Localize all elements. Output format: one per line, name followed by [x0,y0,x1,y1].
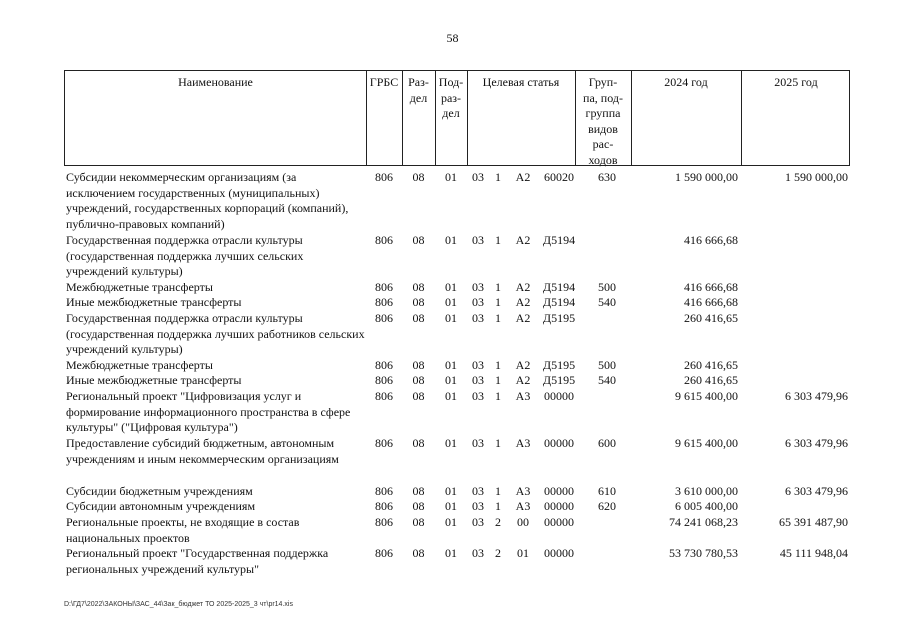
row-pr: 01 [445,484,457,498]
row-t2: 1 [495,484,501,498]
row-t3: А2 [515,358,531,372]
row-rz: 08 [412,499,425,513]
row-name: Межбюджетные трансферты [66,280,213,294]
row-vr: 540 [598,295,616,309]
row-y2025: 6 303 479,96 [785,389,848,403]
row-t3: А3 [515,389,531,403]
row-t3: А2 [515,280,531,294]
row-y2024: 9 615 400,00 [675,389,738,403]
row-t4: Д5194 [542,233,576,247]
row-t1: 03 [472,436,484,450]
row-y2025: 6 303 479,96 [785,436,848,450]
row-name: Субсидии некоммерческим организациям (за исключением государственных (муниципальных) учреждений, государственных корпораций (компаний), публично-правовых компаний) [66,170,349,231]
row-t4: 00000 [544,389,574,403]
row-y2024: 1 590 000,00 [675,170,738,184]
row-t4: 00000 [544,515,574,529]
row-t2: 2 [495,546,501,560]
row-vr: 610 [598,484,616,498]
row-t2: 1 [495,295,501,309]
row-t2: 1 [495,233,501,247]
row-y2024: 74 241 068,23 [669,515,738,529]
row-rz: 08 [412,515,425,529]
page-number: 58 [446,31,459,45]
file-path-footer: D:\ГД7\2022\ЗАКОНЫ\ЗАС_44\Зак_бюджет ТО 2025-2025_3 чт\pr14.xis [64,601,293,608]
row-name: Региональный проект "Цифровизация услуг и формирование информационного пространства в сфере культуры" ("Цифровая культура") [66,389,351,434]
row-y2025: 65 391 487,90 [779,515,848,529]
row-rz: 08 [412,546,425,560]
row-t1: 03 [472,280,484,294]
row-grbs: 806 [375,311,393,325]
header-group: Груп- па, под- группа видов рас- ходов [583,75,623,167]
row-grbs: 806 [375,484,393,498]
row-rz: 08 [412,373,425,387]
row-t2: 1 [495,436,501,450]
row-name: Иные межбюджетные трансферты [66,295,242,309]
row-t3: А2 [515,373,531,387]
row-t4: 00000 [544,499,574,513]
row-t1: 03 [472,546,484,560]
row-grbs: 806 [375,515,393,529]
row-vr: 500 [598,280,616,294]
row-t2: 1 [495,170,501,184]
row-t1: 03 [472,389,484,403]
row-y2024: 3 610 000,00 [675,484,738,498]
row-vr: 500 [598,358,616,372]
row-y2024: 53 730 780,53 [669,546,738,560]
row-y2024: 6 005 400,00 [675,499,738,513]
row-pr: 01 [445,233,457,247]
row-t4: 00000 [544,436,574,450]
row-rz: 08 [412,436,425,450]
row-t1: 03 [472,499,484,513]
row-grbs: 806 [375,233,393,247]
row-rz: 08 [412,280,425,294]
row-t2: 1 [495,311,501,325]
row-t1: 03 [472,358,484,372]
row-vr: 540 [598,373,616,387]
header-name: Наименование [178,75,253,89]
row-t3: А2 [515,170,531,184]
row-t2: 1 [495,280,501,294]
row-rz: 08 [412,358,425,372]
row-grbs: 806 [375,280,393,294]
row-t2: 1 [495,389,501,403]
row-t2: 2 [495,515,501,529]
row-y2024: 416 666,68 [684,233,738,247]
row-pr: 01 [445,311,457,325]
row-name: Региональный проект "Государственная поддержка региональных учреждений культуры" [66,546,329,576]
row-pr: 01 [445,280,457,294]
row-t3: А2 [515,233,531,247]
row-t4: Д5195 [542,311,576,325]
row-grbs: 806 [375,358,393,372]
row-t2: 1 [495,358,501,372]
row-pr: 01 [445,358,457,372]
row-rz: 08 [412,311,425,325]
row-grbs: 806 [375,389,393,403]
row-t3: А3 [515,484,531,498]
row-grbs: 806 [375,546,393,560]
row-name: Государственная поддержка отрасли культуры (государственная поддержка лучших сельских учреждений культуры) [66,233,304,278]
header-2025: 2025 год [774,75,818,89]
row-pr: 01 [445,295,457,309]
row-t4: Д5195 [542,358,576,372]
row-name: Предоставление субсидий бюджетным, автономным учреждениям и иным некоммерческим организациям [66,436,339,466]
row-t3: А3 [515,436,531,450]
row-rz: 08 [412,484,425,498]
row-rz: 08 [412,170,425,184]
row-vr: 600 [598,436,616,450]
row-pr: 01 [445,170,457,184]
row-name: Иные межбюджетные трансферты [66,373,242,387]
row-t4: 60020 [544,170,574,184]
row-vr: 630 [598,170,616,184]
row-t4: 00000 [544,546,574,560]
row-name: Субсидии автономным учреждениям [66,499,256,513]
row-grbs: 806 [375,499,393,513]
header-podrazdel: Под- раз- дел [438,75,464,120]
row-t2: 1 [495,373,501,387]
row-t1: 03 [472,233,484,247]
header-grbs: ГРБС [369,75,399,89]
row-y2024: 260 416,65 [684,311,738,325]
row-t1: 03 [472,170,484,184]
row-y2024: 260 416,65 [684,373,738,387]
row-t1: 03 [472,484,484,498]
row-rz: 08 [412,389,425,403]
row-pr: 01 [445,499,457,513]
row-t1: 03 [472,515,484,529]
row-name: Субсидии бюджетным учреждениям [66,484,253,498]
row-pr: 01 [445,515,457,529]
row-t1: 03 [472,373,484,387]
row-t4: Д5195 [542,373,576,387]
row-y2024: 260 416,65 [684,358,738,372]
row-y2024: 9 615 400,00 [675,436,738,450]
header-2024: 2024 год [664,75,708,89]
row-t3: А3 [515,499,531,513]
row-y2024: 416 666,68 [684,280,738,294]
row-vr: 620 [598,499,616,513]
row-t1: 03 [472,295,484,309]
row-rz: 08 [412,233,425,247]
row-y2025: 1 590 000,00 [785,170,848,184]
row-name: Государственная поддержка отрасли культуры (государственная поддержка лучших работников сельских учреждений культуры) [66,311,365,356]
row-t3: А2 [515,311,531,325]
table-header [64,70,850,166]
row-pr: 01 [445,436,457,450]
row-y2024: 416 666,68 [684,295,738,309]
row-t3: 01 [517,546,529,560]
row-pr: 01 [445,546,457,560]
row-t4: Д5194 [542,295,576,309]
row-y2025: 45 111 948,04 [779,546,848,560]
row-pr: 01 [445,373,457,387]
row-grbs: 806 [375,373,393,387]
row-t4: Д5194 [542,280,576,294]
row-y2025: 6 303 479,96 [785,484,848,498]
row-name: Межбюджетные трансферты [66,358,213,372]
row-t3: 00 [517,515,529,529]
row-grbs: 806 [375,295,393,309]
row-pr: 01 [445,389,457,403]
header-target: Целевая статья [482,75,560,89]
row-name: Региональные проекты, не входящие в состав национальных проектов [66,515,300,545]
row-t4: 00000 [544,484,574,498]
header-razdel: Раз- дел [408,75,429,105]
row-rz: 08 [412,295,425,309]
row-t3: А2 [515,295,531,309]
row-t2: 1 [495,499,501,513]
row-grbs: 806 [375,436,393,450]
row-t1: 03 [472,311,484,325]
row-grbs: 806 [375,170,393,184]
